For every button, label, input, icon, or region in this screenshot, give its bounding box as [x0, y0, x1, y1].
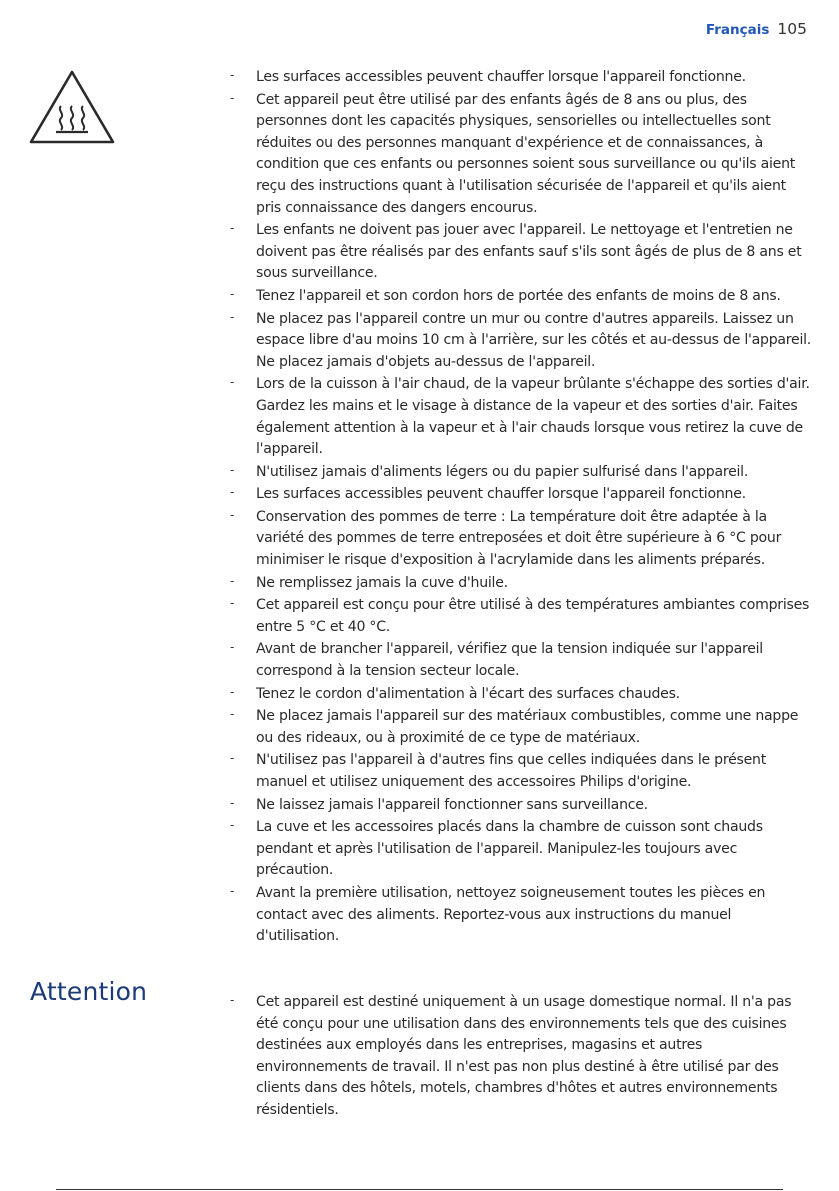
bullet-dash: - — [230, 751, 235, 766]
list-item — [230, 309, 815, 374]
language-label: Français — [705, 22, 770, 38]
list-item-text: Ne placez pas l'appareil contre un mur ou contre d'autres appareils. Laissez un espace libre d'au moins 10 cm à l'arrière, sur les côtés et au-dessus de l'appareil. Ne placez jamais d'objets au-dessus de l'appareil. — [256, 310, 812, 370]
warning-list — [230, 67, 815, 949]
page-number: 105 — [777, 20, 807, 38]
list-item-text: Lors de la cuisson à l'air chaud, de la vapeur brûlante s'échappe des sorties d'air. Gardez les mains et le visage à distance de la vapeur et des sorties d'air. Faites également attention à la vapeur et à l'air chauds lorsque vous retirez la cuve de l'appareil. — [256, 376, 810, 458]
list-item-text: Conservation des pommes de terre : La température doit être adaptée à la variété des pommes de terre entreposées et doit être supérieure à 6 °C pour minimiser le risque d'exposition à l'acrylamide dans les aliments préparés. — [256, 508, 782, 569]
bullet-dash: - — [230, 707, 235, 722]
list-item — [230, 595, 815, 638]
list-item — [230, 883, 815, 948]
list-item-text: Tenez l'appareil et son cordon hors de portée des enfants de moins de 8 ans. — [256, 287, 781, 304]
bullet-dash: - — [230, 485, 235, 500]
bullet-dash: - — [230, 507, 235, 522]
list-item — [230, 817, 815, 882]
list-item-text: Cet appareil est destiné uniquement à un usage domestique normal. Il n'a pas été conçu pour une utilisation dans des environnements tels que des cuisines destinées aux employés dans les entreprises, magasins et autres environnements de travail. Il n'est pas non plus destiné à être utilisé par des clients dans des hôtels, motels, chambres d'hôtes et autres environnements résidentiels. — [256, 994, 792, 1118]
list-item — [230, 992, 815, 1122]
list-item — [230, 639, 815, 682]
bullet-dash: - — [230, 993, 235, 1007]
list-item — [230, 795, 815, 817]
list-item — [230, 573, 815, 595]
bullet-dash: - — [230, 883, 235, 898]
list-item-text: Les enfants ne doivent pas jouer avec l'appareil. Le nettoyage et l'entretien ne doivent pas être réalisés par des enfants sauf s'ils sont âgés de plus de 8 ans et sous surveillance. — [256, 222, 802, 282]
list-item — [230, 462, 815, 484]
list-item-text: Avant la première utilisation, nettoyez soigneusement toutes les pièces en contact avec des aliments. Reportez-vous aux instructions du manuel d'utilisation. — [256, 884, 766, 945]
list-item — [230, 750, 815, 793]
list-item-text: Ne remplissez jamais la cuve d'huile. — [256, 574, 508, 591]
list-item — [230, 67, 815, 89]
list-item-text: Les surfaces accessibles peuvent chauffer lorsque l'appareil fonctionne. — [256, 69, 746, 85]
list-item-text: La cuve et les accessoires placés dans la chambre de cuisson sont chauds pendant et après l'utilisation de l'appareil. Manipulez-les toujours avec précaution. — [256, 819, 763, 879]
list-item — [230, 507, 815, 572]
list-item-text: Cet appareil est conçu pour être utilisé à des températures ambiantes comprises entre 5 °C et 40 °C. — [256, 597, 810, 635]
attention-heading: Attention — [30, 976, 148, 1006]
footer-divider — [56, 1189, 783, 1190]
bullet-dash: - — [230, 286, 235, 301]
bullet-dash: - — [230, 573, 235, 588]
bullet-dash: - — [230, 375, 235, 390]
bullet-dash: - — [230, 68, 235, 82]
list-item — [230, 706, 815, 749]
list-item-text: N'utilisez jamais d'aliments légers ou du papier sulfurisé dans l'appareil. — [256, 463, 749, 480]
list-item — [230, 684, 815, 706]
list-item-text: Cet appareil peut être utilisé par des enfants âgés de 8 ans ou plus, des personnes dont les capacités physiques, sensorielles ou intellectuelles sont réduites ou des personnes manquant d'expérience et de connaissances, à condition que ces enfants ou personnes soient sous surveillance ou qu'ils aient reçu des instructions quant à l'utilisation sécurisée de l'appareil et qu'ils aient pris connaissance des dangers encourus. — [256, 91, 796, 216]
bullet-dash: - — [230, 309, 235, 324]
list-item-text: Avant de brancher l'appareil, vérifiez que la tension indiquée sur l'appareil correspond à la tension secteur locale. — [256, 641, 763, 680]
list-item — [230, 220, 815, 285]
list-item-text: Les surfaces accessibles peuvent chauffer lorsque l'appareil fonctionne. — [256, 486, 746, 503]
list-item — [230, 286, 815, 308]
bullet-dash: - — [230, 818, 235, 833]
attention-list — [230, 992, 815, 1123]
list-item — [230, 90, 815, 220]
hot-surface-warning-icon — [28, 68, 116, 146]
page-header — [706, 20, 807, 38]
bullet-dash: - — [230, 795, 235, 810]
list-item — [230, 374, 815, 460]
bullet-dash: - — [230, 221, 235, 236]
list-item-text: Ne laissez jamais l'appareil fonctionner sans surveillance. — [256, 796, 648, 813]
list-item-text: Ne placez jamais l'appareil sur des matériaux combustibles, comme une nappe ou des rideaux, ou à proximité de ce type de matériaux. — [256, 708, 799, 746]
bullet-dash: - — [230, 90, 235, 105]
list-item-text: N'utilisez pas l'appareil à d'autres fins que celles indiquées dans le présent manuel et utilisez uniquement des accessoires Philips d'origine. — [256, 752, 766, 790]
list-item-text: Tenez le cordon d'alimentation à l'écart des surfaces chaudes. — [256, 685, 680, 702]
bullet-dash: - — [230, 684, 235, 699]
bullet-dash: - — [230, 596, 235, 611]
bullet-dash: - — [230, 640, 235, 655]
bullet-dash: - — [230, 462, 235, 477]
list-item — [230, 484, 815, 506]
